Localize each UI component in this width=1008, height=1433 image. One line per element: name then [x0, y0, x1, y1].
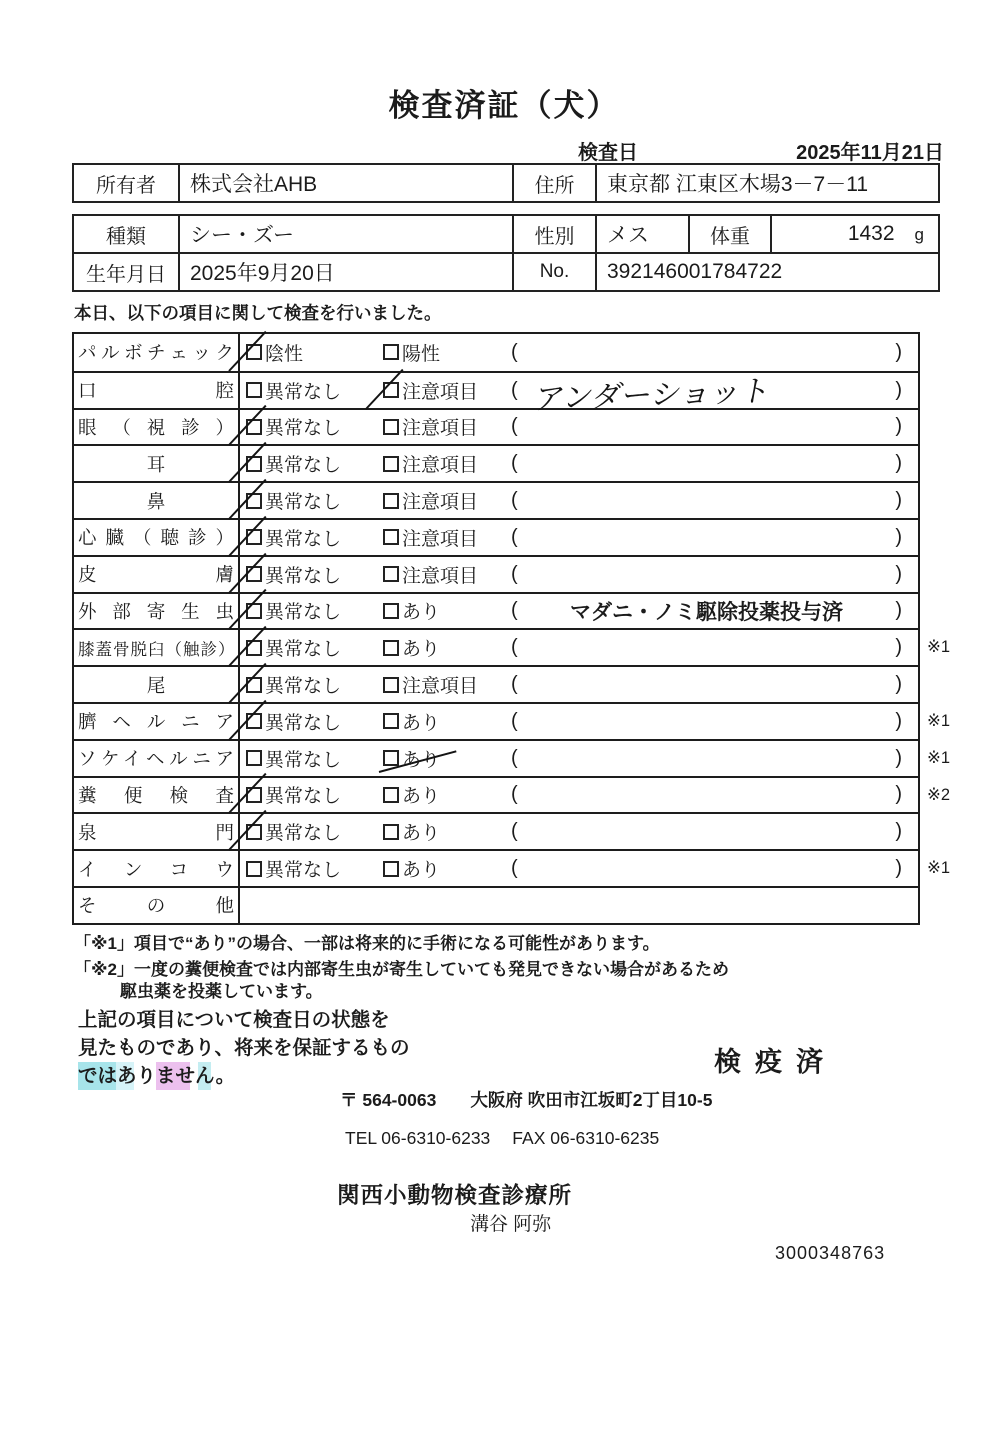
paren-open: ( — [511, 820, 518, 843]
exam-date-value: 2025年11月21日 — [796, 142, 944, 164]
checklist-row — [74, 592, 918, 629]
row-note: ※1 — [927, 638, 951, 657]
option-1-label: 異常なし — [265, 712, 342, 734]
exam-date-row — [578, 136, 944, 165]
paren-close: ) — [895, 820, 902, 843]
checklist-row — [74, 444, 918, 481]
checkbox-icon — [246, 750, 262, 766]
option-1 — [246, 634, 383, 661]
checkbox-icon — [246, 529, 262, 545]
option-2 — [383, 561, 511, 588]
paren-field — [511, 747, 902, 770]
checklist-row — [74, 812, 918, 849]
option-1 — [246, 708, 383, 735]
option-2 — [383, 818, 511, 845]
paren-close: ) — [895, 378, 902, 401]
row-label-cell — [74, 446, 240, 481]
breed-value: シー・ズー — [179, 215, 513, 253]
option-2-label: あり — [402, 602, 441, 624]
option-2 — [383, 634, 511, 661]
option-1 — [246, 781, 383, 808]
paren-field — [511, 857, 902, 880]
paren-close: ) — [895, 489, 902, 512]
page-title: 検査済証（犬） — [388, 88, 620, 123]
row-label-cell — [74, 410, 240, 445]
row-label: インコウ — [78, 858, 234, 880]
option-2 — [383, 377, 511, 404]
option-1 — [246, 524, 383, 551]
clinic-phone-line — [345, 1128, 659, 1149]
checkbox-icon — [383, 493, 399, 509]
option-2-label: あり — [402, 786, 441, 808]
option-2 — [383, 524, 511, 551]
row-label-cell — [74, 630, 240, 665]
checklist-row — [74, 628, 951, 665]
row-content — [240, 888, 918, 923]
option-2 — [383, 487, 511, 514]
checklist-row — [74, 555, 918, 592]
checkbox-icon — [383, 344, 399, 360]
checklist-row — [74, 334, 918, 371]
quarantine-stamp: 検疫済 — [714, 1047, 837, 1077]
row-label-cell — [74, 851, 240, 886]
row-content — [240, 851, 918, 886]
footnote-2-line1: 「※2」一度の糞便検査では内部寄生虫が寄生していても発見できない場合があるため — [74, 960, 729, 979]
option-2-label: 注意項目 — [402, 565, 479, 587]
checklist-row — [74, 665, 918, 702]
option-2 — [383, 671, 511, 698]
row-label-cell — [74, 334, 240, 371]
checkbox-icon — [383, 713, 399, 729]
paren-open: ( — [511, 746, 518, 769]
row-note: ※1 — [927, 711, 951, 730]
clinic-address: 大阪府 吹田市江坂町2丁目10-5 — [470, 1090, 713, 1110]
option-1 — [246, 818, 383, 845]
paren-close: ) — [895, 857, 902, 880]
checkbox-icon — [383, 640, 399, 656]
option-2-label: あり — [402, 749, 441, 771]
row-label-cell — [74, 814, 240, 849]
checklist-row — [74, 408, 918, 445]
checklist-row — [74, 739, 951, 776]
owner-label: 所有者 — [73, 164, 179, 202]
option-1 — [246, 377, 383, 404]
sex-value: メス — [596, 215, 689, 253]
paren-close: ) — [895, 636, 902, 659]
row-label: 心臓（聴診） — [78, 527, 234, 549]
paren-field — [511, 710, 902, 733]
row-label-cell — [74, 483, 240, 518]
weight-value — [771, 215, 939, 253]
paren-field — [511, 452, 902, 475]
breed-label: 種類 — [73, 215, 179, 253]
row-label: 尾 — [146, 674, 166, 696]
row-label: 耳 — [146, 453, 166, 475]
tel-number: TEL 06-6310-6233 — [345, 1128, 491, 1148]
row-note: ※1 — [927, 859, 951, 878]
checkbox-icon — [383, 419, 399, 435]
option-1-label: 異常なし — [265, 639, 342, 661]
paren-open: ( — [511, 783, 518, 806]
option-1 — [246, 339, 383, 366]
option-2-label: 注意項目 — [402, 528, 479, 550]
weight-unit: g — [914, 225, 924, 244]
paren-field — [511, 783, 902, 806]
option-2 — [383, 855, 511, 882]
paren-open: ( — [511, 378, 518, 401]
row-label: 糞便検査 — [78, 784, 234, 806]
checkbox-icon — [246, 344, 262, 360]
checkbox-icon — [246, 677, 262, 693]
address-label: 住所 — [513, 164, 596, 202]
checkbox-icon — [246, 603, 262, 619]
checkbox-icon — [383, 456, 399, 472]
paren-field — [511, 596, 902, 626]
option-1 — [246, 450, 383, 477]
row-content — [240, 520, 918, 555]
veterinarian-name: 溝谷 阿弥 — [470, 1214, 552, 1235]
option-1 — [246, 561, 383, 588]
row-content — [240, 667, 918, 702]
row-label-cell — [74, 373, 240, 408]
paren-field — [511, 341, 902, 364]
paren-field — [511, 415, 902, 438]
paren-close: ) — [895, 340, 902, 363]
paren-field — [511, 636, 902, 659]
row-label-cell — [74, 520, 240, 555]
option-1-label: 異常なし — [265, 823, 342, 845]
option-1-label: 異常なし — [265, 602, 342, 624]
checkbox-icon — [383, 382, 399, 398]
paren-field — [511, 820, 902, 843]
paren-close: ) — [895, 709, 902, 732]
paren-value: マダニ・ノミ駆除投薬投与済 — [570, 600, 843, 624]
checkbox-icon — [246, 382, 262, 398]
owner-table — [72, 163, 940, 203]
weight-label: 体重 — [689, 215, 771, 253]
checkbox-icon — [383, 566, 399, 582]
option-2-label: あり — [402, 860, 441, 882]
row-label: 口腔 — [78, 380, 234, 402]
checkbox-icon — [246, 456, 262, 472]
row-label: 泉門 — [78, 821, 234, 843]
option-2-label: 注意項目 — [402, 455, 479, 477]
paren-open: ( — [511, 599, 518, 622]
paren-open: ( — [511, 340, 518, 363]
row-label-cell — [74, 557, 240, 592]
disclaimer-text — [78, 1006, 410, 1090]
paren-open: ( — [511, 857, 518, 880]
footnote-1: 「※1」項目で“あり”の場合、一部は将来的に手術になる可能性があります。 — [74, 934, 660, 953]
option-1-label: 異常なし — [265, 528, 342, 550]
option-2-label: あり — [402, 823, 441, 845]
paren-open: ( — [511, 452, 518, 475]
checkbox-icon — [246, 640, 262, 656]
row-label: 眼（視診） — [78, 416, 234, 438]
no-value: 392146001784722 — [596, 253, 939, 291]
option-2-label: 注意項目 — [402, 492, 479, 514]
checklist-row — [74, 518, 918, 555]
paren-open: ( — [511, 415, 518, 438]
paren-close: ) — [895, 599, 902, 622]
option-1 — [246, 745, 383, 772]
row-label-cell — [74, 704, 240, 739]
row-label-cell — [74, 667, 240, 702]
option-1-label: 陰性 — [265, 343, 304, 365]
exam-date-label: 検査日 — [578, 142, 638, 164]
checkbox-icon — [383, 529, 399, 545]
row-content — [240, 446, 918, 481]
checkbox-icon — [246, 787, 262, 803]
paren-value: アンダーショット — [531, 374, 774, 417]
row-content — [240, 373, 918, 417]
birth-label: 生年月日 — [73, 253, 179, 291]
checkbox-icon — [246, 824, 262, 840]
clinic-name: 関西小動物検査診療所 — [337, 1183, 573, 1208]
checkbox-icon — [246, 493, 262, 509]
option-2-label: 陽性 — [402, 343, 441, 365]
paren-close: ) — [895, 746, 902, 769]
pet-table — [72, 214, 940, 292]
paren-open: ( — [511, 636, 518, 659]
disclaimer-line-3: ではありません。 — [78, 1062, 235, 1090]
option-1-label: 異常なし — [265, 381, 342, 403]
row-label: 鼻 — [146, 490, 166, 512]
option-2-label: あり — [402, 712, 441, 734]
fax-number: FAX 06-6310-6235 — [512, 1128, 660, 1148]
paren-field — [511, 673, 902, 696]
option-2 — [383, 708, 511, 735]
row-label-cell — [74, 741, 240, 776]
paren-field — [511, 526, 902, 549]
footnote-2-line2: 駆虫薬を投薬しています。 — [120, 982, 323, 1001]
row-content — [240, 557, 918, 592]
checklist-row — [74, 371, 918, 417]
paren-open: ( — [511, 525, 518, 548]
owner-value: 株式会社AHB — [179, 164, 513, 202]
row-label-cell — [74, 778, 240, 813]
row-content — [240, 814, 918, 849]
option-2-label: 注意項目 — [402, 418, 479, 440]
option-2 — [383, 781, 511, 808]
postal-code: 〒 564-0063 — [340, 1090, 437, 1110]
row-content — [240, 704, 918, 739]
row-content — [240, 741, 918, 776]
checkbox-icon — [383, 861, 399, 877]
paren-open: ( — [511, 562, 518, 585]
row-label: パルボチェック — [78, 342, 234, 364]
row-note: ※1 — [927, 748, 951, 767]
row-label-cell — [74, 594, 240, 629]
checklist-row — [74, 776, 951, 813]
checklist-row — [74, 849, 951, 886]
row-label: 膝蓋骨脱臼（触診） — [78, 640, 234, 659]
option-1-label: 異常なし — [265, 418, 342, 440]
paren-close: ) — [895, 783, 902, 806]
option-1-label: 異常なし — [265, 492, 342, 514]
option-1 — [246, 487, 383, 514]
option-2-label: あり — [402, 639, 441, 661]
sex-label: 性別 — [513, 215, 596, 253]
checklist-table — [72, 332, 951, 925]
document-number: 3000348763 — [775, 1243, 886, 1263]
row-label-cell — [74, 888, 240, 923]
option-1-label: 異常なし — [265, 786, 342, 808]
checkbox-icon — [246, 713, 262, 729]
clinic-address-line — [340, 1087, 712, 1112]
option-2 — [383, 413, 511, 440]
row-label: 臍ヘルニア — [78, 711, 234, 733]
paren-close: ) — [895, 525, 902, 548]
checkbox-icon — [383, 824, 399, 840]
option-2 — [383, 339, 511, 366]
option-1-label: 異常なし — [265, 455, 342, 477]
checkbox-icon — [246, 861, 262, 877]
paren-close: ) — [895, 452, 902, 475]
paren-close: ) — [895, 673, 902, 696]
option-1 — [246, 597, 383, 624]
row-content — [240, 594, 918, 629]
option-2-label: 注意項目 — [402, 676, 479, 698]
checkbox-icon — [383, 603, 399, 619]
row-content — [240, 630, 918, 665]
option-1-label: 異常なし — [265, 676, 342, 698]
checklist-row — [74, 702, 951, 739]
birth-value: 2025年9月20日 — [179, 253, 513, 291]
checklist-intro: 本日、以下の項目に関して検査を行いました。 — [74, 303, 442, 323]
paren-field — [511, 374, 902, 417]
address-value: 東京都 江東区木場3－7－11 — [596, 164, 939, 202]
option-1 — [246, 413, 383, 440]
row-label: その他 — [78, 895, 234, 917]
option-2 — [383, 597, 511, 624]
paren-open: ( — [511, 673, 518, 696]
disclaimer-line-1: 上記の項目について検査日の状態を — [78, 1009, 390, 1031]
row-label: 外部寄生虫 — [78, 600, 234, 622]
paren-close: ) — [895, 562, 902, 585]
option-1-label: 異常なし — [265, 749, 342, 771]
row-content — [240, 483, 918, 518]
paren-close: ) — [895, 415, 902, 438]
row-label: 皮膚 — [78, 564, 234, 586]
weight-number: 1432 — [847, 222, 895, 245]
option-1-label: 異常なし — [265, 860, 342, 882]
checkbox-icon — [246, 419, 262, 435]
checklist-row — [74, 886, 918, 923]
paren-field — [511, 563, 902, 586]
option-1-label: 異常なし — [265, 565, 342, 587]
no-label: No. — [513, 253, 596, 291]
option-2 — [383, 745, 511, 772]
row-note: ※2 — [927, 785, 951, 804]
option-2 — [383, 450, 511, 477]
checkbox-icon — [383, 750, 399, 766]
option-2-label: 注意項目 — [402, 381, 479, 403]
disclaimer-line-2: 見たものであり、将来を保証するもの — [78, 1037, 410, 1059]
paren-field — [511, 489, 902, 512]
row-content — [240, 778, 918, 813]
option-1 — [246, 855, 383, 882]
option-1 — [246, 671, 383, 698]
paren-open: ( — [511, 489, 518, 512]
checkbox-icon — [383, 677, 399, 693]
checkbox-icon — [246, 566, 262, 582]
checklist-row — [74, 481, 918, 518]
row-label: ソケイヘルニア — [78, 748, 234, 770]
row-content — [240, 334, 918, 371]
paren-open: ( — [511, 709, 518, 732]
checkbox-icon — [383, 787, 399, 803]
